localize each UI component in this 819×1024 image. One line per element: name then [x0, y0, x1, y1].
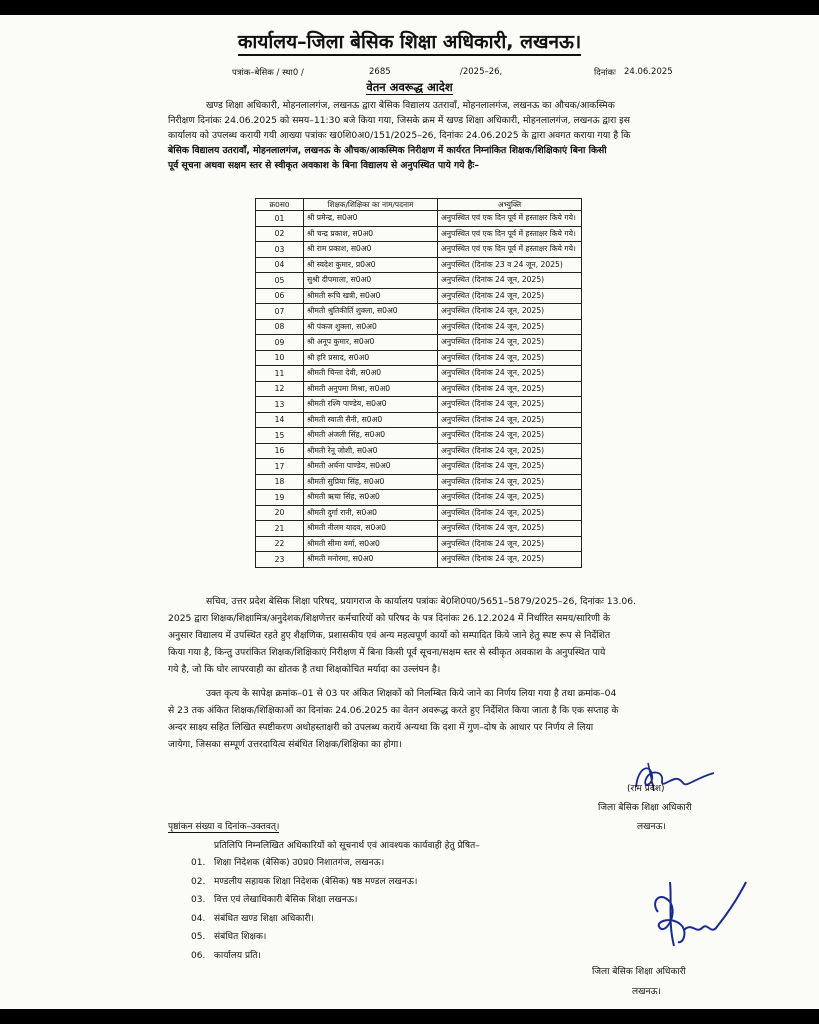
row-sno: 02 — [256, 226, 304, 242]
cc-item-number: 01. — [191, 858, 206, 868]
row-name: श्रीमती दुर्गा रानी, स0अ0 — [304, 505, 438, 521]
row-sno: 11 — [256, 366, 304, 382]
col-header-name: शिक्षक/शिक्षिका का नाम/पदनाम — [304, 199, 438, 211]
body2-line-4: किया गया है, किन्तु उपरांकित शिक्षक/शिक्षिकाएं निरीक्षण में बिना किसी पूर्व सूचना/सक्षम स्तर से स्वीकृत अवकाश के अनुपस्थित पाये — [168, 647, 606, 658]
row-remark: अनुपस्थित (दिनांक 24 जून, 2025) — [438, 288, 582, 304]
table-row — [256, 211, 582, 227]
cc-item-text: संबंधित खण्ड शिक्षा अधिकारी। — [214, 913, 314, 924]
row-sno: 17 — [256, 459, 304, 475]
cc-item-text: वित्त एवं लेखाधिकारी बेसिक शिक्षा लखनऊ। — [214, 895, 358, 906]
row-name: श्रीमती श्रुतिकीर्ति शुक्ला, स0अ0 — [304, 304, 438, 320]
body2-line-1: सचिव, उत्तर प्रदेश बेसिक शिक्षा परिषद, प्रयागराज के कार्यालय पत्रांकः बे0शि0प0/5651–5879/2025–26, दिनांकः 13.06. — [206, 596, 636, 607]
intro-line-3: कार्यालय को उपलब्ध करायी गयी आख्या पत्रांकः ख0शि0अ0/151/2025–26, दिनांकः 24.06.2025 के द्वारा अवगत कराया गया है कि — [168, 130, 631, 141]
table-row — [256, 459, 582, 475]
row-sno: 19 — [256, 490, 304, 506]
table-header-row — [256, 199, 582, 211]
row-remark: अनुपस्थित (दिनांक 24 जून, 2025) — [438, 350, 582, 366]
body2-line-5: गये है, जो कि घोर लापरवाही का द्योतक है तथा शिक्षकोचित मर्यादा का उल्लंघन है। — [168, 664, 441, 675]
row-remark: अनुपस्थित (दिनांक 24 जून, 2025) — [438, 521, 582, 537]
table-row — [256, 304, 582, 320]
row-name: श्रीमती सुप्रिया सिंह, स0अ0 — [304, 474, 438, 490]
absence-table — [255, 198, 582, 568]
row-sno: 09 — [256, 335, 304, 351]
endorsement-heading: पृष्ठांकन संख्या व दिनांक–उक्तवत्। — [168, 819, 279, 833]
top-border — [0, 0, 819, 15]
row-sno: 21 — [256, 521, 304, 537]
row-name: श्रीमती रूचि खत्री, स0अ0 — [304, 288, 438, 304]
signatory-designation-1: जिला बेसिक शिक्षा अधिकारी — [598, 803, 692, 813]
row-remark: अनुपस्थित (दिनांक 24 जून, 2025) — [438, 428, 582, 444]
row-remark: अनुपस्थित (दिनांक 24 जून, 2025) — [438, 335, 582, 351]
cc-item-text: कार्यालय प्रति। — [214, 951, 261, 961]
row-remark: अनुपस्थित (दिनांक 24 जून, 2025) — [438, 490, 582, 506]
row-remark: अनुपस्थित एवं एक दिन पूर्व में हस्ताक्षर किये गये। — [438, 211, 582, 227]
cc-item-number: 05. — [191, 932, 206, 943]
row-name: श्री स्वदेश कुमार, प्र0अ0 — [304, 257, 438, 273]
row-sno: 04 — [256, 257, 304, 273]
cc-item-number: 03. — [191, 895, 206, 906]
table-row — [256, 319, 582, 335]
table-row — [256, 381, 582, 397]
cc-item-text: शिक्षा निदेशक (बेसिक) उ0प्र0 निशातगंज, लखनऊ। — [214, 858, 385, 868]
row-remark: अनुपस्थित (दिनांक 24 जून, 2025) — [438, 412, 582, 428]
row-sno: 12 — [256, 381, 304, 397]
row-name: श्री अनूप कुमार, स0अ0 — [304, 335, 438, 351]
row-name: श्रीमती ऋचा सिंह, स0अ0 — [304, 490, 438, 506]
row-name: श्रीमती चिन्ता देवी, स0अ0 — [304, 366, 438, 382]
office-title — [0, 28, 819, 54]
row-sno: 08 — [256, 319, 304, 335]
table-row — [256, 490, 582, 506]
row-name: श्रीमती नीलम यादव, स0अ0 — [304, 521, 438, 537]
row-sno: 16 — [256, 443, 304, 459]
row-remark: अनुपस्थित एवं एक दिन पूर्व में हस्ताक्षर किये गये। — [438, 226, 582, 242]
row-name: श्रीमती अर्चना पाण्डेय, स0अ0 — [304, 459, 438, 475]
letter-year: /2025–26, — [460, 67, 503, 77]
letter-ref: पत्रांक–बेसिक / स्था0 / — [232, 68, 304, 78]
table-row — [256, 257, 582, 273]
row-name: श्री चन्द्र प्रकाश, स0अ0 — [304, 226, 438, 242]
table-row — [256, 428, 582, 444]
signatory-place-2: लखनऊ। — [632, 987, 661, 997]
body2-line-3: अनुसार विद्यालय में उपस्थित रहते हुए शैक्षणिक, प्रशासकीय एवं अन्य महत्वपूर्ण कार्यो को सम्पादित किये जाने हेतु स्पष्ट रूप से निर्देशित — [168, 630, 611, 641]
table-row — [256, 474, 582, 490]
row-name: श्री हरि प्रसाद, स0अ0 — [304, 350, 438, 366]
row-remark: अनुपस्थित (दिनांक 24 जून, 2025) — [438, 304, 582, 320]
row-sno: 15 — [256, 428, 304, 444]
table-row — [256, 412, 582, 428]
body2-line-2: 2025 द्वारा शिक्षक/शिक्षामित्र/अनुदेशक/शिक्षणेत्तर कर्मचारियों को परिषद के पत्र दिनांकः 26.12.2024 में निर्धारित समय/सारिणी के — [168, 613, 611, 624]
date-label: दिनांकः — [594, 68, 616, 78]
body3-line-1: उक्त कृत्य के सापेक्ष क्रमांक–01 से 03 पर अंकित शिक्षकों को निलम्बित किये जाने का निर्णय लिया गया है तथा क्रमांक–04 — [206, 688, 617, 699]
row-name: श्रीमती सीमा वर्मा, स0अ0 — [304, 536, 438, 552]
table-row — [256, 397, 582, 413]
table-row — [256, 226, 582, 242]
row-remark: अनुपस्थित (दिनांक 24 जून, 2025) — [438, 319, 582, 335]
body3-line-3: अन्दर साक्ष्य सहित लिखित स्पष्टीकरण अधोहस्ताक्षरी को उपलब्ध करायें अन्यथा कि दशा में गुण–दोष के आधार पर निर्णय ले लिया — [168, 722, 594, 733]
row-remark: अनुपस्थित (दिनांक 24 जून, 2025) — [438, 459, 582, 475]
row-remark: अनुपस्थित (दिनांक 24 जून, 2025) — [438, 397, 582, 413]
row-name: श्रीमती अनुपमा मिश्रा, स0अ0 — [304, 381, 438, 397]
row-sno: 03 — [256, 242, 304, 258]
row-sno: 13 — [256, 397, 304, 413]
row-name: श्रीमती मनोरमा, स0अ0 — [304, 552, 438, 568]
cc-item-text: संबंधित शिक्षक। — [214, 932, 267, 943]
cc-item-text: मण्डलीय सहायक शिक्षा निदेशक (बेसिक) षष्ठ मण्डल लखनऊ। — [214, 876, 418, 887]
body3-line-2: से 23 तक अंकित शिक्षक/शिक्षिकाओं का दिनांकः 24.06.2025 का वेतन अवरूद्ध करते हुए निर्देशित किया जाता है कि एक सप्ताह के — [168, 705, 619, 716]
row-sno: 22 — [256, 536, 304, 552]
table-row — [256, 505, 582, 521]
intro-line-1: खण्ड शिक्षा अधिकारी, मोहनलालगंज, लखनऊ द्वारा बेसिक विद्यालय उतरावाँ, मोहनलालगंज, लखनऊ का औचक/आकस्मिक — [206, 100, 615, 111]
table-row — [256, 521, 582, 537]
row-name: सुश्री दीपमाला, स0अ0 — [304, 273, 438, 289]
row-name: श्री प्रमेन्द्र, स0अ0 — [304, 211, 438, 227]
table-row — [256, 242, 582, 258]
row-name: श्री राम प्रकाश, स0अ0 — [304, 242, 438, 258]
cc-item-number: 06. — [191, 951, 206, 961]
body3-line-4: जायेगा, जिसका सम्पूर्ण उत्तरदायित्व संबंधित शिक्षक/शिक्षिका का होगा। — [168, 739, 402, 750]
row-remark: अनुपस्थित (दिनांक 24 जून, 2025) — [438, 443, 582, 459]
cc-item-number: 02. — [191, 876, 206, 887]
row-remark: अनुपस्थित (दिनांक 24 जून, 2025) — [438, 552, 582, 568]
row-remark: अनुपस्थित (दिनांक 24 जून, 2025) — [438, 536, 582, 552]
row-remark: अनुपस्थित (दिनांक 23 व 24 जून, 2025) — [438, 257, 582, 273]
table-body — [256, 211, 582, 568]
row-remark: अनुपस्थित (दिनांक 24 जून, 2025) — [438, 366, 582, 382]
table-row — [256, 350, 582, 366]
table-row — [256, 273, 582, 289]
intro-line-5: पूर्व सूचना अथवा सक्षम स्तर से स्वीकृत अवकाश के बिना विद्यालय से अनुपस्थित पाये गये हैः– — [168, 160, 479, 171]
signatory-place-1: लखनऊ। — [637, 822, 666, 832]
row-sno: 14 — [256, 412, 304, 428]
date-value: 24.06.2025 — [624, 67, 673, 77]
letter-no: 2685 — [369, 67, 391, 77]
subject-text: वेतन अवरूद्ध आदेश — [366, 80, 453, 94]
signature-2-image — [640, 872, 750, 962]
row-remark: अनुपस्थित (दिनांक 24 जून, 2025) — [438, 474, 582, 490]
office-title-text: कार्यालय–जिला बेसिक शिक्षा अधिकारी, लखनऊ। — [238, 31, 581, 56]
table-row — [256, 335, 582, 351]
table-row — [256, 443, 582, 459]
row-sno: 20 — [256, 505, 304, 521]
row-name: श्री पंकज शुक्ला, स0अ0 — [304, 319, 438, 335]
row-sno: 05 — [256, 273, 304, 289]
row-remark: अनुपस्थित (दिनांक 24 जून, 2025) — [438, 505, 582, 521]
row-sno: 23 — [256, 552, 304, 568]
intro-line-4: बेसिक विद्यालय उतरावाँ, मोहनलालगंज, लखनऊ के औचक/आकस्मिक निरीक्षण में कार्यरत निम्नांकित शिक्षक/शिक्षिकाएं बिना किसी — [168, 145, 607, 156]
row-remark: अनुपस्थित एवं एक दिन पूर्व में हस्ताक्षर किये गये। — [438, 242, 582, 258]
row-sno: 06 — [256, 288, 304, 304]
cc-item-number: 04. — [191, 913, 206, 924]
intro-line-2: निरीक्षण दिनांकः 24.06.2025 को समय–11:30 बजे किया गया, जिसके क्रम में खण्ड शिक्षा अधिकारी, मोहनलालगंज, लखनऊ द्वारा इस — [168, 115, 630, 126]
row-sno: 18 — [256, 474, 304, 490]
row-remark: अनुपस्थित (दिनांक 24 जून, 2025) — [438, 381, 582, 397]
row-sno: 10 — [256, 350, 304, 366]
table-row — [256, 536, 582, 552]
row-sno: 07 — [256, 304, 304, 320]
row-name: श्रीमती रेनू जोशी, स0अ0 — [304, 443, 438, 459]
bottom-border — [0, 1009, 819, 1024]
row-remark: अनुपस्थित (दिनांक 24 जून, 2025) — [438, 273, 582, 289]
table-row — [256, 552, 582, 568]
col-header-remark: अभ्युक्ति — [438, 199, 582, 211]
row-name: श्रीमती रश्मि पाण्डेय, स0अ0 — [304, 397, 438, 413]
col-header-sno: क्र0स0 — [256, 199, 304, 211]
subject-heading — [0, 80, 819, 95]
row-sno: 01 — [256, 211, 304, 227]
row-name: श्रीमती स्वाती सैनी, स0अ0 — [304, 412, 438, 428]
table-row — [256, 288, 582, 304]
row-name: श्रीमती अंजली सिंह, स0अ0 — [304, 428, 438, 444]
endorsement-intro: प्रतिलिपि निम्नलिखित अधिकारियों को सूचनार्थ एवं आवश्यक कार्यवाही हेतु प्रेषित– — [214, 841, 480, 851]
signatory-designation-2: जिला बेसिक शिक्षा अधिकारी — [592, 967, 686, 977]
table-row — [256, 366, 582, 382]
signatory-name: (राम प्रवेश) — [627, 784, 665, 794]
